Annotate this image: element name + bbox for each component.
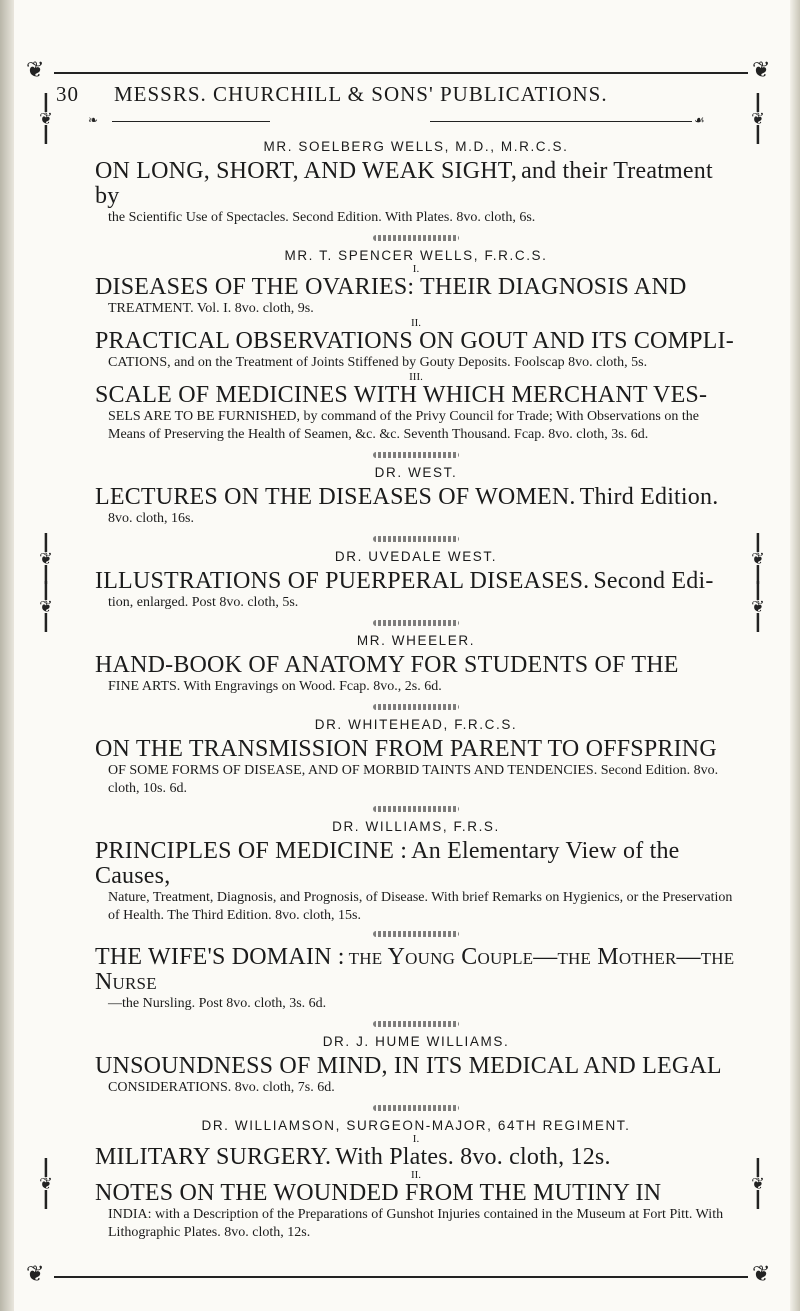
book-title-tail: Third Edition. (579, 484, 719, 510)
book-title: SCALE OF MEDICINES WITH WHICH MERCHANT VES- (95, 382, 708, 409)
wavy-divider (373, 1021, 459, 1027)
book-description: —the Nursling. Post 8vo. cloth, 3s. 6d. (108, 996, 327, 1012)
side-ornament-right-icon: ┃ ❦ ┃ ┃ ❦ ┃ (751, 533, 765, 632)
rule-scroll-icon: ❧ (88, 113, 99, 127)
author-heading: MR. SOELBERG WELLS, M.D., M.R.C.S. (263, 139, 569, 154)
corner-flourish-top-left-icon: ❦ (26, 58, 45, 83)
volume-numeral: II. (410, 317, 422, 330)
book-description: 8vo. cloth, 16s. (108, 511, 194, 527)
book-title-tail: With Plates. 8vo. cloth, 12s. (335, 1143, 611, 1170)
catalogue-entry (95, 1119, 737, 1242)
side-ornament-left-icon: ┃ ❦ ┃ (39, 1158, 53, 1209)
book-title: ILLUSTRATIONS OF PUERPERAL DISEASES. (95, 567, 590, 594)
wavy-divider (373, 1105, 459, 1111)
author-heading: DR. WEST. (374, 465, 458, 481)
catalogue-entry (95, 718, 737, 798)
volume-numeral: II. (410, 1169, 422, 1182)
book-title: LECTURES ON THE DISEASES OF WOMEN. (95, 484, 576, 510)
side-ornament-left-icon: ┃ ❦ ┃ (39, 93, 53, 144)
wavy-divider (373, 620, 459, 626)
corner-flourish-bottom-right-icon: ❦ (752, 1262, 771, 1287)
side-ornament-right-icon: ┃ ❦ ┃ (751, 93, 765, 144)
author-heading: DR. UVEDALE WEST. (334, 549, 498, 565)
page-edge-shadow (790, 0, 800, 1311)
book-description: tion, enlarged. Post 8vo. cloth, 5s. (108, 595, 299, 611)
book-title: ON LONG, SHORT, AND WEAK SIGHT, (95, 157, 518, 184)
book-description: TREATMENT. Vol. I. 8vo. cloth, 9s. (108, 301, 314, 317)
book-title-tail: and their Treatment by (95, 157, 713, 210)
wavy-divider (373, 235, 459, 241)
book-title: PRACTICAL OBSERVATIONS ON GOUT AND ITS COMPLI- (95, 328, 734, 355)
book-title: NOTES ON THE WOUNDED FROM THE MUTINY IN (95, 1180, 662, 1207)
author-heading: DR. J. HUME WILLIAMS. (322, 1034, 510, 1050)
catalogue-entry (95, 249, 737, 444)
book-description: CONSIDERATIONS. 8vo. cloth, 7s. 6d. (108, 1080, 335, 1096)
author-heading: MR. T. SPENCER WELLS, F.R.C.S. (284, 248, 548, 264)
book-title: DISEASES OF THE OVARIES: THEIR DIAGNOSIS AND (95, 273, 687, 300)
book-title: ON THE TRANSMISSION FROM PARENT TO OFFSPRING (95, 735, 717, 762)
volume-numeral: III. (409, 371, 423, 384)
publisher-heading: MESSRS. CHURCHILL & SONS' PUBLICATIONS. (114, 82, 608, 106)
volume-numeral: I. (412, 262, 420, 275)
catalogue-entry (95, 1035, 737, 1097)
side-ornament-left-icon: ┃ ❦ ┃ ┃ ❦ ┃ (39, 533, 53, 632)
wavy-divider (373, 452, 459, 458)
author-heading: DR. WILLIAMSON, SURGEON-MAJOR, 64TH REGIMENT. (201, 1118, 631, 1134)
catalogue-entry (95, 140, 737, 227)
book-description: the Scientific Use of Spectacles. Second Edition. With Plates. 8vo. cloth, 6s. (108, 210, 536, 226)
book-description: FINE ARTS. With Engravings on Wood. Fcap. 8vo., 2s. 6d. (108, 679, 442, 695)
book-description: INDIA: with a Description of the Preparations of Gunshot Injuries contained in the Museum at Fort Pitt. With Lithographic Plates. 8vo. cloth, 12s. (108, 1207, 724, 1241)
book-title-tail: Second Edi- (593, 567, 714, 594)
page-number: 30 (56, 82, 79, 106)
book-description: SELS ARE TO BE FURNISHED, by command of the Privy Council for Trade; With Observations on the Means of Preserving the Health of Seamen, &c. &c. Seventh Thousand. Fcap. 8vo. cloth, 3s. 6d. (108, 409, 699, 443)
corner-flourish-top-right-icon: ❦ (752, 58, 771, 83)
author-heading: MR. WHEELER. (356, 633, 476, 649)
book-description: OF SOME FORMS OF DISEASE, AND OF MORBID TAINTS AND TENDENCIES. Second Edition. 8vo. cloth, 10s. 6d. (108, 763, 719, 796)
catalogue-listing (95, 140, 737, 1250)
page-gutter-shadow (0, 0, 14, 1311)
author-heading: DR. WILLIAMS, F.R.S. (332, 818, 500, 834)
book-description: CATIONS, and on the Treatment of Joints Stiffened by Gouty Deposits. Foolscap 8vo. cloth, 5s. (108, 355, 648, 371)
catalogue-entry (95, 550, 737, 612)
wavy-divider (373, 704, 459, 710)
book-title: HAND-BOOK OF ANATOMY FOR STUDENTS OF THE (95, 651, 679, 678)
catalogue-entry (95, 466, 737, 528)
book-title: UNSOUNDNESS OF MIND, IN ITS MEDICAL AND LEGAL (95, 1052, 722, 1079)
book-title: MILITARY SURGERY. (95, 1143, 332, 1170)
book-title: PRINCIPLES OF MEDICINE : (95, 837, 408, 864)
book-title: THE WIFE'S DOMAIN : (95, 943, 345, 970)
wavy-divider (373, 931, 459, 937)
book-title-tail: the Young Couple—the Mother—the Nurse (95, 943, 735, 996)
rule-scroll-icon: ☙ (694, 113, 705, 127)
volume-numeral: I. (412, 1132, 420, 1145)
book-description: Nature, Treatment, Diagnosis, and Prognosis, of Disease. With brief Remarks on Hygienics, or the Preservation of Health. The Third Edition. 8vo. cloth, 15s. (108, 890, 733, 923)
corner-flourish-bottom-left-icon: ❦ (26, 1262, 45, 1287)
wavy-divider (373, 536, 459, 542)
side-ornament-right-icon: ┃ ❦ ┃ (751, 1158, 765, 1209)
catalogue-entry (95, 634, 737, 696)
wavy-divider (373, 806, 459, 812)
author-heading: DR. WHITEHEAD, F.R.C.S. (314, 716, 518, 732)
book-title-tail: An Elementary View of the Causes, (95, 837, 680, 889)
catalogue-entry (95, 820, 737, 1013)
